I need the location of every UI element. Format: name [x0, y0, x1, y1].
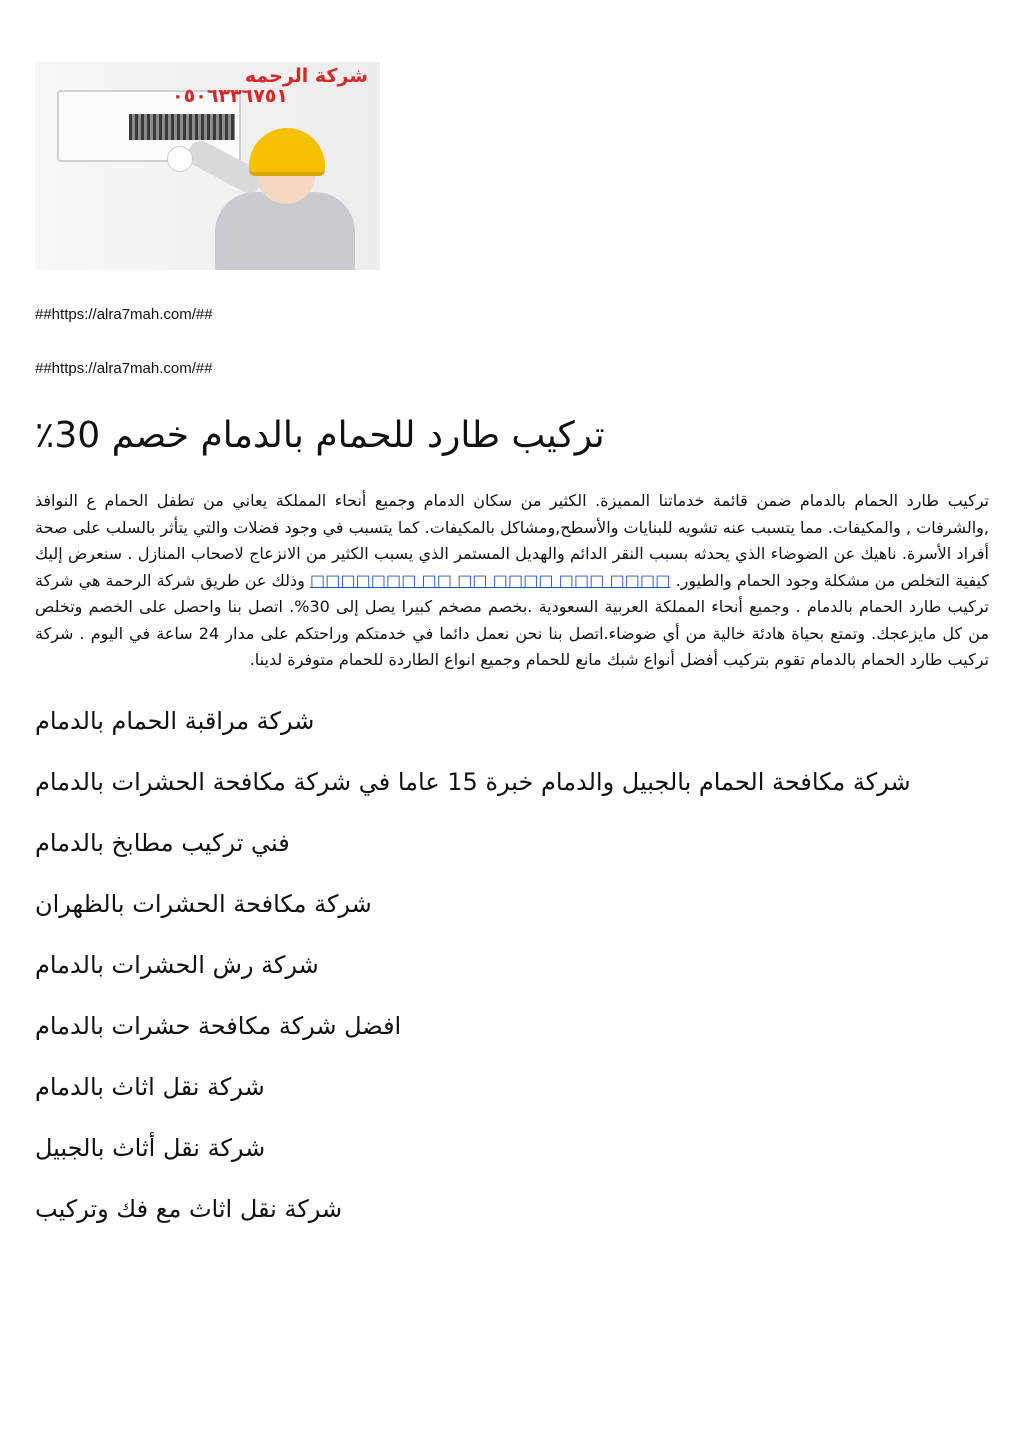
- section-heading: شركة نقل اثاث مع فك وتركيب: [35, 1194, 343, 1223]
- section-heading: شركة مكافحة الحشرات بالظهران: [35, 889, 372, 918]
- page: [35, 62, 989, 1253]
- article-inline-link[interactable]: □□□□ □□□ □□□□ □□ □□ □□□□□□□: [310, 570, 671, 590]
- url-line: ##https://alra7mah.com/##: [35, 360, 213, 377]
- air-conditioner-vent: [129, 114, 235, 140]
- article-body-text: تركيب طارد الحمام بالدمام ضمن قائمة خدماتنا المميزة. الكثير من سكان الدمام وجميع أنحاء المملكة يعاني من تطفل الحمام ع النوافذ ,والشرفات , والمكيفات. مما يتسبب عنه تشويه للبنايات والأسطح,ومشاكل بالمكيفات. كما يتسبب في وجود فضلات والتي يتأثر بالسلب على صحة أفراد الأسرة. ناهيك عن الضوضاء الذي يحدثه بسبب النقر الدائم والهديل المستمر الذي يسبب الكثير من الانزعاج لاصحاب المنازل . سنعرض إليك كيفية التخلص من مشكلة وجود الحمام والطيور.: [35, 491, 990, 590]
- article-body: [35, 488, 989, 674]
- hero-brand-name: شركة الرحمه: [244, 65, 368, 87]
- article-body-text-continued: وذلك عن طريق شركة الرحمة هي شركة تركيب طارد الحمام بالدمام . وجميع أنحاء المملكة العربية السعودية .بخصم مصخم كبيرا يصل إلى 30%. اتصل بنا واحصل على الخصم وتخلص من كل مايزعجك. وتمتع بحياة هادئة خالية من أي ضوضاء.اتصل بنا نحن نعمل دائما في خدمتكم وراحتكم على مدار 24 ساعة في اليوم . شركة تركيب طارد الحمام بالدمام تقوم بتركيب أفضل أنواع شبك مانع للحمام وجميع انواع الطاردة للحمام متوفرة لدينا.: [35, 570, 990, 669]
- section-heading: شركة مكافحة الحمام بالجبيل والدمام خبرة 15 عاما في شركة مكافحة الحشرات بالدمام: [35, 767, 911, 796]
- hero-image: [35, 62, 380, 270]
- section-heading: افضل شركة مكافحة حشرات بالدمام: [35, 1011, 402, 1040]
- page-title: تركيب طارد للحمام بالدمام خصم 30٪: [35, 415, 605, 456]
- url-line: ##https://alra7mah.com/##: [35, 306, 213, 323]
- section-heading: فني تركيب مطابخ بالدمام: [35, 828, 290, 857]
- section-heading: شركة رش الحشرات بالدمام: [35, 950, 319, 979]
- section-heading: شركة نقل اثاث بالدمام: [35, 1072, 265, 1101]
- worker-glove-illustration: [167, 146, 193, 172]
- hero-phone-number: ٠٥٠٦٣٣٦٧٥١: [172, 85, 288, 107]
- section-heading: شركة نقل أثاث بالجبيل: [35, 1133, 266, 1162]
- section-heading: شركة مراقبة الحمام بالدمام: [35, 706, 315, 735]
